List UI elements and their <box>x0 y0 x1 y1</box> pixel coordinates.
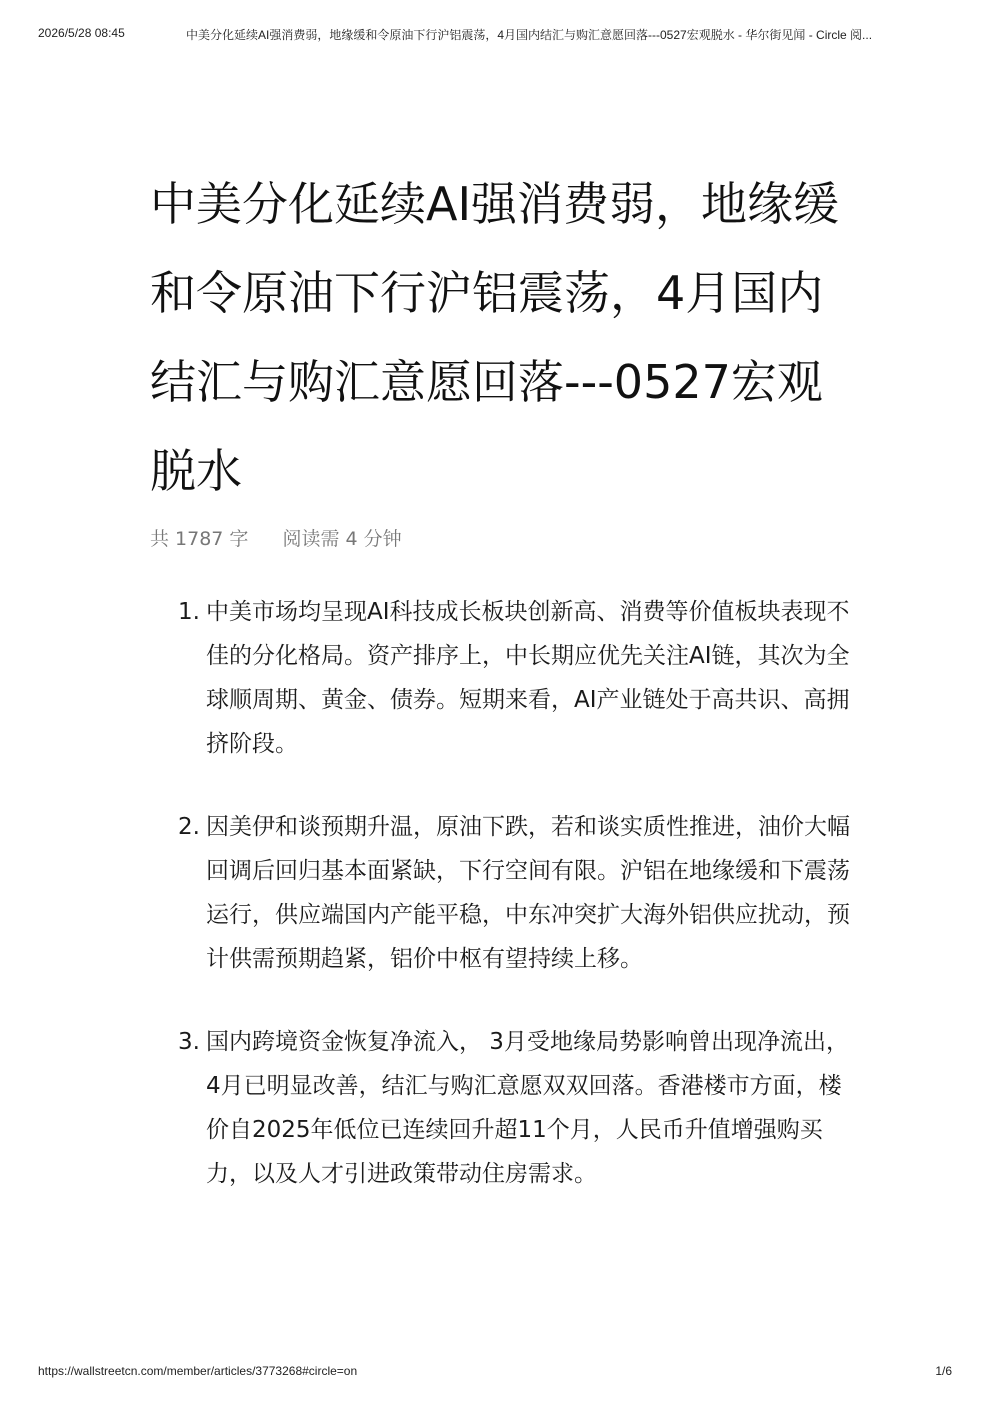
print-footer <box>38 1364 952 1382</box>
key-point-number <box>150 1020 200 1196</box>
word-count: 共 1787 字 <box>150 528 249 550</box>
key-point-number <box>150 805 200 981</box>
print-header <box>38 26 954 44</box>
key-point-text: 国内跨境资金恢复净流入， 3月受地缘局势影响曾出现净流出，4月已明显改善，结汇与购汇意愿双双回落。香港楼市方面，楼价自2025年低位已连续回升超11个月，人民币升值增强购买力，以及人才引进政策带动住房需求。 <box>206 1029 849 1187</box>
key-point-number-label: 2. <box>178 814 200 840</box>
key-point-number-label: 1. <box>178 599 200 625</box>
article-meta <box>150 524 850 554</box>
key-points-list <box>150 590 850 1196</box>
page-number: 1/6 <box>935 1364 952 1378</box>
key-point-number-label: 3. <box>178 1029 200 1055</box>
key-point-item <box>150 805 850 981</box>
reading-time: 阅读需 4 分钟 <box>282 528 402 550</box>
article <box>150 160 850 1235</box>
key-point-item <box>150 590 850 766</box>
key-point-text: 中美市场均呈现AI科技成长板块创新高、消费等价值板块表现不佳的分化格局。资产排序上，中长期应优先关注AI链，其次为全球顺周期、黄金、债券。短期来看，AI产业链处于高共识、高拥挤阶段。 <box>206 599 850 757</box>
key-point-number <box>150 590 200 766</box>
print-datetime: 2026/5/28 08:45 <box>38 26 125 40</box>
article-title: 中美分化延续AI强消费弱，地缘缓和令原油下行沪铝震荡，4月国内结汇与购汇意愿回落---0527宏观脱水 <box>150 177 840 498</box>
print-url: https://wallstreetcn.com/member/articles/3773268#circle=on <box>38 1364 358 1378</box>
print-doc-title: 中美分化延续AI强消费弱，地缘缓和令原油下行沪铝震荡，4月国内结汇与购汇意愿回落---0527宏观脱水 - 华尔街见闻 - Circle 阅... <box>186 28 873 42</box>
key-point-text: 因美伊和谈预期升温，原油下跌，若和谈实质性推进，油价大幅回调后回归基本面紧缺，下行空间有限。沪铝在地缘缓和下震荡运行，供应端国内产能平稳，中东冲突扩大海外铝供应扰动，预计供需预期趋紧，铝价中枢有望持续上移。 <box>206 814 850 972</box>
key-point-item <box>150 1020 850 1196</box>
